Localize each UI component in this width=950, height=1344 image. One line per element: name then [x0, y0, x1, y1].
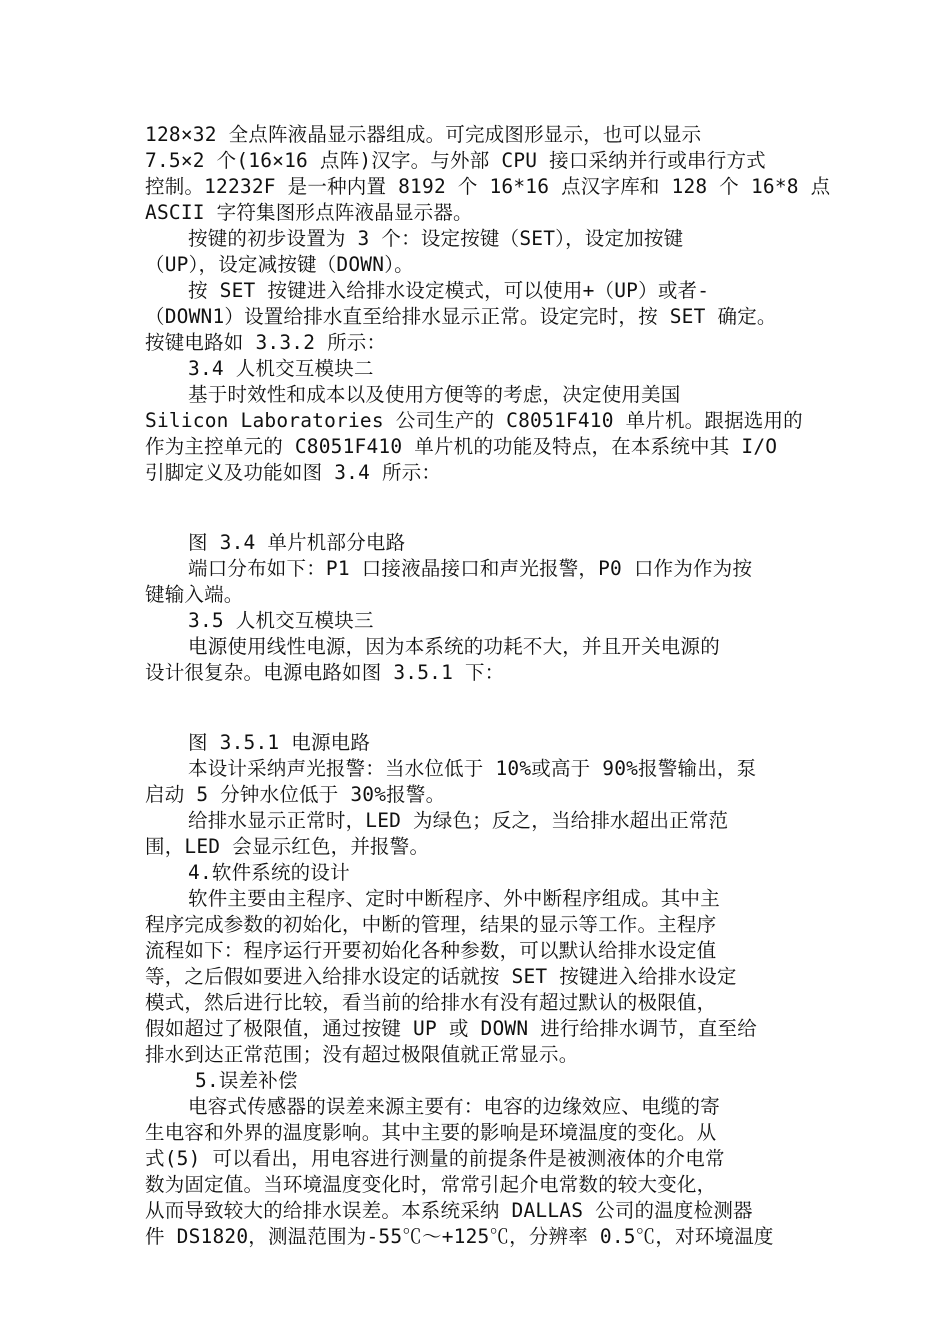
text-line: 生电容和外界的温度影响。其中主要的影响是环境温度的变化。从	[145, 1121, 717, 1144]
text-line: 假如超过了极限值，通过按键 UP 或 DOWN 进行给排水调节，直至给	[145, 1017, 757, 1040]
text-line: 电源使用线性电源，因为本系统的功耗不大，并且开关电源的	[188, 635, 720, 658]
text-line: 流程如下：程序运行开要初始化各种参数，可以默认给排水设定值	[145, 939, 717, 962]
text-line: 件 DS1820，测温范围为-55℃～+125℃，分辨率 0.5℃，对环境温度	[145, 1225, 774, 1248]
text-line: 端口分布如下：P1 口接液晶接口和声光报警，P0 口作为作为按	[188, 557, 753, 580]
text-line: 从而导致较大的给排水误差。本系统采纳 DALLAS 公司的温度检测器	[145, 1199, 753, 1222]
section-heading: 5.误差补偿	[195, 1069, 298, 1092]
text-line: 程序完成参数的初始化，中断的管理，结果的显示等工作。主程序	[145, 913, 717, 936]
text-line: 基于时效性和成本以及使用方便等的考虑，决定使用美国	[188, 383, 681, 406]
text-line: 等，之后假如要进入给排水设定的话就按 SET 按键进入给排水设定	[145, 965, 737, 988]
text-line: 设计很复杂。电源电路如图 3.5.1 下：	[145, 661, 505, 684]
text-line: 作为主控单元的 C8051F410 单片机的功能及特点，在本系统中其 I/O	[145, 435, 778, 458]
text-line: （UP），设定减按键（DOWN）。	[145, 253, 414, 276]
text-line: 本设计采纳声光报警：当水位低于 10%或高于 90%报警输出，泵	[188, 757, 757, 780]
text-line: 按键电路如 3.3.2 所示：	[145, 331, 387, 354]
text-line: 7.5×2 个(16×16 点阵)汉字。与外部 CPU 接口采纳并行或串行方式	[145, 149, 766, 172]
text-line: 启动 5 分钟水位低于 30%报警。	[145, 783, 446, 806]
text-line: 数为固定值。当环境温度变化时，常常引起介电常数的较大变化，	[145, 1173, 717, 1196]
section-heading: 3.5 人机交互模块三	[188, 609, 374, 632]
text-line: 引脚定义及功能如图 3.4 所示：	[145, 461, 442, 484]
text-line: ASCII 字符集图形点阵液晶显示器。	[145, 201, 473, 224]
text-line: 电容式传感器的误差来源主要有：电容的边缘效应、电缆的寄	[188, 1095, 720, 1118]
text-line: 软件主要由主程序、定时中断程序、外中断程序组成。其中主	[188, 887, 720, 910]
text-line: 给排水显示正常时，LED 为绿色；反之，当给排水超出正常范	[188, 809, 729, 832]
text-line: 128×32 全点阵液晶显示器组成。可完成图形显示，也可以显示	[145, 123, 702, 146]
text-line: 按 SET 按键进入给排水设定模式，可以使用+（UP）或者-	[188, 279, 710, 302]
section-heading: 3.4 人机交互模块二	[188, 357, 374, 380]
text-line: （DOWN1）设置给排水直至给排水显示正常。设定完时，按 SET 确定。	[145, 305, 777, 328]
figure-caption: 图 3.5.1 电源电路	[188, 731, 371, 754]
text-line: 控制。12232F 是一种内置 8192 个 16*16 点汉字库和 128 个 16*8 点	[145, 175, 831, 198]
text-line: 模式，然后进行比较，看当前的给排水有没有超过默认的极限值，	[145, 991, 717, 1014]
text-line: 式(5) 可以看出，用电容进行测量的前提条件是被测液体的介电常	[145, 1147, 725, 1170]
text-line: 键输入端。	[145, 583, 244, 606]
text-line: 按键的初步设置为 3 个：设定按键（SET），设定加按键	[188, 227, 684, 250]
text-line: 围，LED 会显示红色，并报警。	[145, 835, 430, 858]
figure-caption: 图 3.4 单片机部分电路	[188, 531, 406, 554]
section-heading: 4.软件系统的设计	[188, 861, 350, 884]
text-line: 排水到达正常范围；没有超过极限值就正常显示。	[145, 1043, 579, 1066]
text-line: Silicon Laboratories 公司生产的 C8051F410 单片机。跟据选用的	[145, 409, 803, 432]
